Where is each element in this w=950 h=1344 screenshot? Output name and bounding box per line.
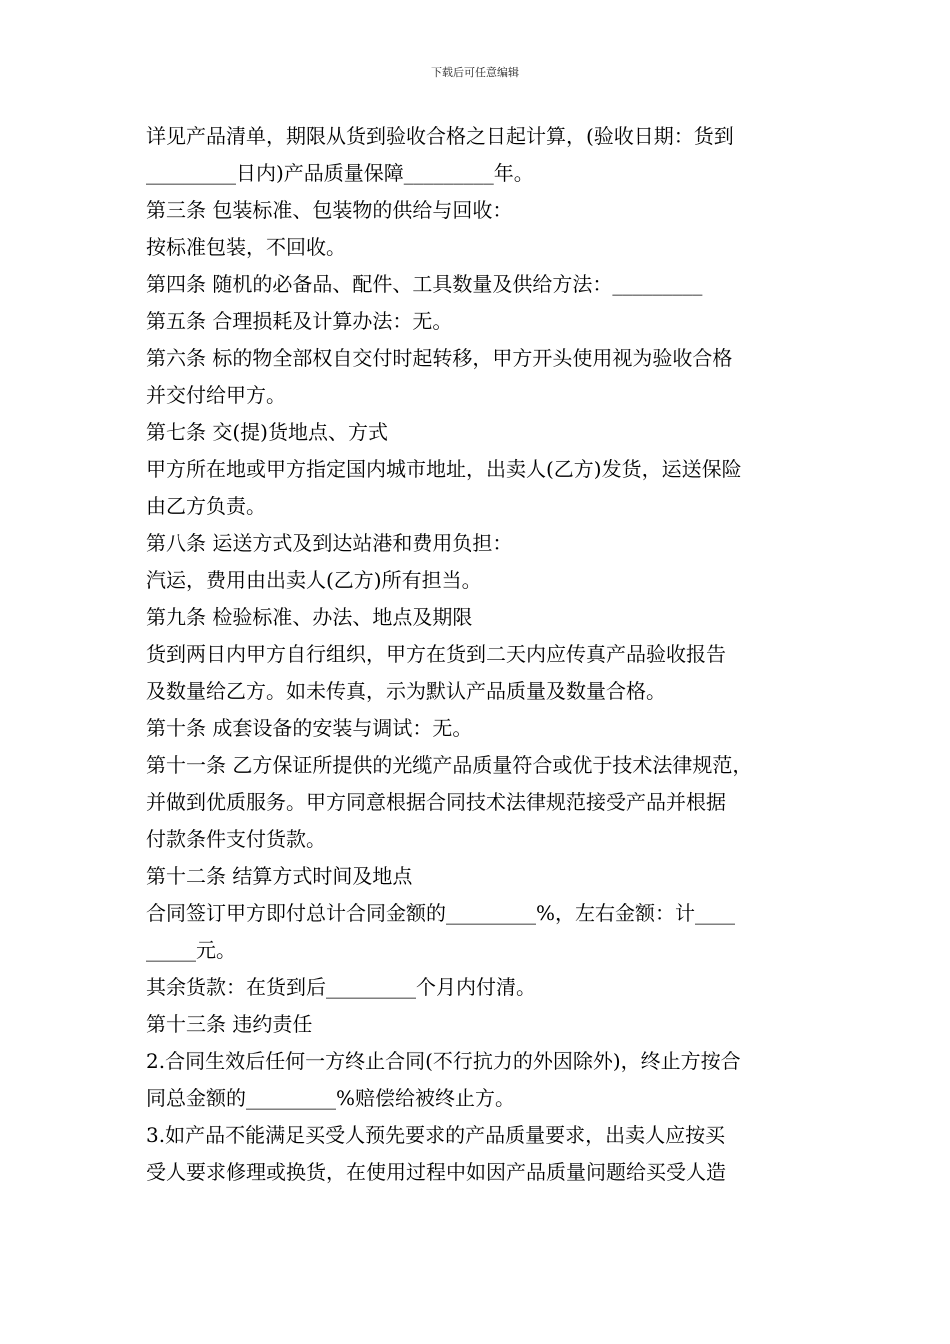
- article-3-heading: 第三条 包装标准、包装物的供给与回收：: [146, 198, 513, 222]
- article-5-heading: 第五条 合理损耗及计算办法：无。: [146, 309, 453, 333]
- text-line: 其余货款：在货到后_________个月内付清。: [146, 975, 536, 999]
- article-13-heading: 第十三条 违约责任: [146, 1012, 313, 1036]
- text-line: 3.如产品不能满足买受人预先要求的产品质量要求，出卖人应按买: [146, 1123, 726, 1147]
- text-line: 并交付给甲方。: [146, 383, 286, 407]
- article-7-heading: 第七条 交(提)货地点、方式: [146, 420, 388, 444]
- article-10-heading: 第十条 成套设备的安装与调试：无。: [146, 716, 473, 740]
- article-9-heading: 第九条 检验标准、办法、地点及期限: [146, 605, 473, 629]
- article-8-heading: 第八条 运送方式及到达站港和费用负担：: [146, 531, 513, 555]
- text-line: 并做到优质服务。甲方同意根据合同技术法律规范接受产品并根据: [146, 790, 726, 814]
- text-line: 合同签订甲方即付总计合同金额的_________%，左右金额：计____: [146, 901, 736, 925]
- article-11-heading: 第十一条 乙方保证所提供的光缆产品质量符合或优于技术法律规范，: [146, 753, 753, 777]
- article-6-heading: 第六条 标的物全部权自交付时起转移，甲方开头使用视为验收合格: [146, 346, 733, 370]
- text-line: 同总金额的_________%赔偿给被终止方。: [146, 1086, 516, 1110]
- text-line: 详见产品清单，期限从货到验收合格之日起计算，(验收日期：货到: [146, 124, 734, 148]
- article-4-heading: 第四条 随机的必备品、配件、工具数量及供给方法：_________: [146, 272, 703, 296]
- document-body: [146, 118, 811, 1191]
- text-line: 按标准包装，不回收。: [146, 235, 346, 259]
- text-line: _____元。: [146, 938, 236, 962]
- text-line: _________日内)产品质量保障_________年。: [146, 161, 534, 185]
- page-header: 下载后可任意编辑: [431, 66, 519, 79]
- article-12-heading: 第十二条 结算方式时间及地点: [146, 864, 413, 888]
- text-line: 2.合同生效后任何一方终止合同(不行抗力的外因除外)，终止方按合: [146, 1049, 741, 1073]
- text-line: 付款条件支付货款。: [146, 827, 326, 851]
- text-line: 甲方所在地或甲方指定国内城市地址，出卖人(乙方)发货，运送保险: [146, 457, 742, 481]
- text-line: 汽运，费用由出卖人(乙方)所有担当。: [146, 568, 482, 592]
- text-line: 货到两日内甲方自行组织，甲方在货到二天内应传真产品验收报告: [146, 642, 726, 666]
- text-line: 由乙方负责。: [146, 494, 266, 518]
- text-line: 受人要求修理或换货，在使用过程中如因产品质量问题给买受人造: [146, 1160, 726, 1184]
- text-line: 及数量给乙方。如未传真，示为默认产品质量及数量合格。: [146, 679, 666, 703]
